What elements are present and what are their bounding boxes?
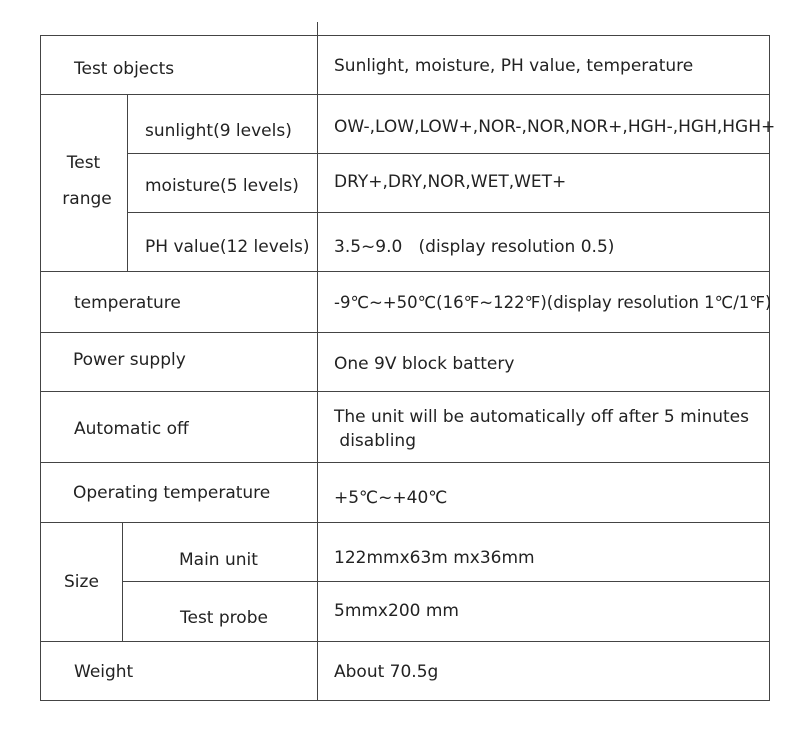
test-probe-label: Test probe bbox=[180, 608, 268, 628]
weight-value: About 70.5g bbox=[334, 662, 439, 682]
column-divider bbox=[122, 522, 123, 642]
column-divider bbox=[127, 94, 128, 272]
row-divider bbox=[40, 332, 770, 333]
row-divider bbox=[40, 271, 770, 272]
test-range-label-line1: Test bbox=[66, 153, 101, 173]
test-range-label bbox=[40, 151, 127, 175]
test-objects-label: Test objects bbox=[74, 59, 175, 79]
operating-temperature-value: +5℃~+40℃ bbox=[334, 488, 448, 508]
sunlight-value: OW-,LOW,LOW+,NOR-,NOR,NOR+,HGH-,HGH,HGH+ bbox=[334, 117, 776, 137]
power-supply-value: One 9V block battery bbox=[334, 354, 515, 374]
automatic-off-value-line2: disabling bbox=[334, 431, 416, 451]
row-divider bbox=[40, 462, 770, 463]
moisture-label: moisture(5 levels) bbox=[145, 176, 299, 196]
column-divider bbox=[40, 35, 41, 701]
main-unit-value: 122mmx63m mx36mm bbox=[334, 548, 535, 568]
row-divider bbox=[127, 212, 770, 213]
test-objects-value: Sunlight, moisture, PH value, temperature bbox=[334, 56, 694, 76]
row-divider bbox=[40, 94, 770, 95]
row-divider bbox=[40, 700, 770, 701]
ph-value-value: 3.5~9.0 (display resolution 0.5) bbox=[334, 237, 615, 257]
row-divider bbox=[40, 391, 770, 392]
column-divider bbox=[317, 22, 318, 701]
row-divider bbox=[40, 35, 770, 36]
test-range-label-line2: range bbox=[62, 189, 112, 209]
test-probe-value: 5mmx200 mm bbox=[334, 601, 459, 621]
row-divider bbox=[40, 522, 770, 523]
main-unit-label: Main unit bbox=[179, 550, 258, 570]
power-supply-label: Power supply bbox=[73, 350, 186, 370]
temperature-label: temperature bbox=[74, 293, 181, 313]
row-divider bbox=[122, 581, 770, 582]
weight-label: Weight bbox=[74, 662, 134, 682]
operating-temperature-label: Operating temperature bbox=[73, 483, 271, 503]
temperature-value: -9℃~+50℃(16℉~122℉)(display resolution 1℃/1℉) bbox=[334, 293, 772, 312]
automatic-off-value-line1: The unit will be automatically off after 5 minutes bbox=[334, 407, 749, 427]
row-divider bbox=[40, 641, 770, 642]
test-range-label bbox=[40, 187, 134, 211]
sunlight-label: sunlight(9 levels) bbox=[145, 121, 292, 141]
ph-value-label: PH value(12 levels) bbox=[145, 237, 310, 257]
row-divider bbox=[127, 153, 770, 154]
moisture-value: DRY+,DRY,NOR,WET,WET+ bbox=[334, 172, 567, 192]
automatic-off-label: Automatic off bbox=[74, 419, 189, 439]
size-label: Size bbox=[64, 572, 99, 592]
